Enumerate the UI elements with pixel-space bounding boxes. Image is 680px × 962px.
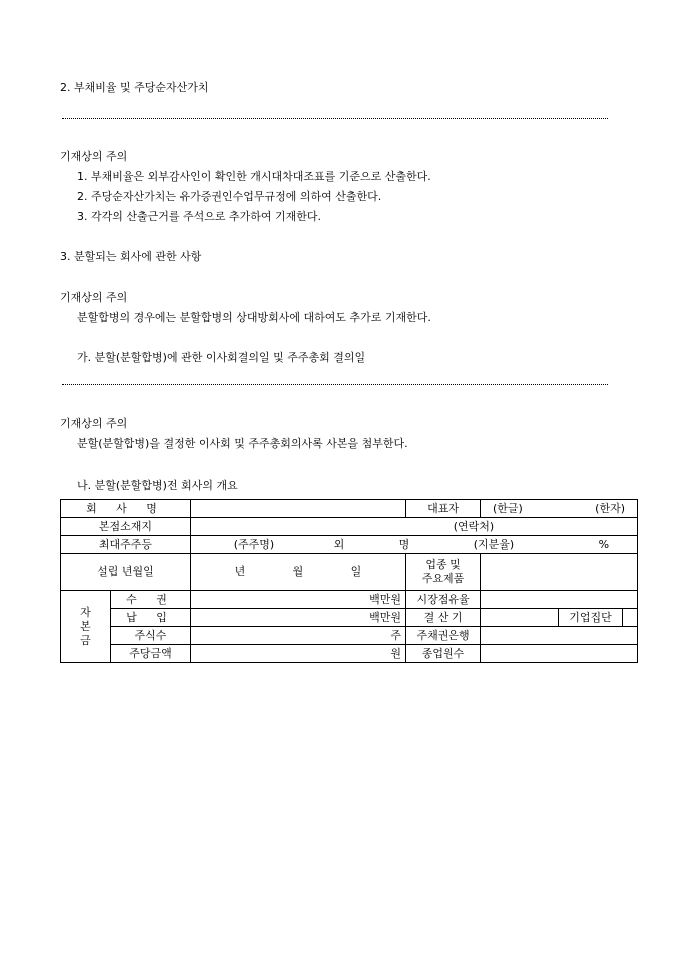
value-fiscal-period xyxy=(481,609,559,627)
sub-a-note: 분할(분할합병)을 결정한 이사회 및 주주총회의사록 사본을 첨부한다. xyxy=(77,437,408,450)
unit-million-paid-in: 백만원 xyxy=(191,609,406,627)
contact-label: (연락처) xyxy=(453,519,495,533)
value-business xyxy=(481,554,638,591)
value-company-name xyxy=(191,500,406,518)
value-ceo xyxy=(481,500,638,518)
share-ratio-label: (지분율) xyxy=(473,537,515,551)
ceo-hangul: (한글) xyxy=(493,501,523,515)
label-shares-count: 주식수 xyxy=(111,627,191,645)
oe-label: 외 xyxy=(333,537,345,551)
value-main-bank xyxy=(481,627,638,645)
day-label: 일 xyxy=(350,565,362,578)
label-company-name: 회 사 명 xyxy=(61,500,191,518)
section2-note-1: 1. 부채비율은 외부감사인이 확인한 개시대차대조표를 기준으로 산출한다. xyxy=(77,170,431,183)
section3-title: 3. 분할되는 회사에 관한 사항 xyxy=(60,250,202,263)
dotted-fill-line xyxy=(62,118,608,119)
label-major-shareholder: 최대주주등 xyxy=(61,536,191,554)
label-market-share: 시장점유율 xyxy=(406,591,481,609)
myeong-label: 명 xyxy=(398,537,410,551)
unit-million-authorized: 백만원 xyxy=(191,591,406,609)
label-fiscal-period: 결 산 기 xyxy=(406,609,481,627)
value-business-group xyxy=(623,609,638,627)
label-ceo: 대표자 xyxy=(406,500,481,518)
sub-b-title: 나. 분할(분할합병)전 회사의 개요 xyxy=(77,479,238,492)
sub-a-notes-title: 기재상의 주의 xyxy=(60,417,128,430)
value-established xyxy=(191,554,406,591)
label-par-value: 주당금액 xyxy=(111,645,191,663)
section2-title: 2. 부채비율 및 주당순자산가치 xyxy=(60,81,209,94)
value-employees xyxy=(481,645,638,663)
month-label: 월 xyxy=(292,565,304,578)
company-overview-table xyxy=(60,499,638,663)
label-employees: 종업원수 xyxy=(406,645,481,663)
shareholder-name-label: (주주명) xyxy=(233,537,275,551)
label-paid-in: 납 입 xyxy=(111,609,191,627)
label-authorized: 수 권 xyxy=(111,591,191,609)
label-business xyxy=(406,554,481,591)
section3-notes-title: 기재상의 주의 xyxy=(60,291,128,304)
unit-won: 원 xyxy=(191,645,406,663)
value-head-office xyxy=(191,518,638,536)
dotted-fill-line xyxy=(62,384,608,385)
section3-note: 분할합병의 경우에는 분할합병의 상대방회사에 대하여도 추가로 기재한다. xyxy=(77,311,431,324)
percent-label: % xyxy=(598,537,610,551)
business-line-2: 주요제품 xyxy=(421,572,465,585)
unit-ju: 주 xyxy=(191,627,406,645)
sub-a-title: 가. 분할(분할합병)에 관한 이사회결의일 및 주주총회 결의일 xyxy=(77,351,366,364)
value-major-shareholder xyxy=(191,536,638,554)
label-business-group: 기업집단 xyxy=(559,609,623,627)
label-main-bank: 주채권은행 xyxy=(406,627,481,645)
section2-note-2: 2. 주당순자산가치는 유가증권인수업무규정에 의하여 산출한다. xyxy=(77,190,382,203)
business-line-1: 업종 및 xyxy=(425,558,461,571)
section2-note-3: 3. 각각의 산출근거를 주석으로 추가하여 기재한다. xyxy=(77,210,321,223)
ceo-hanja: (한자) xyxy=(595,501,626,515)
year-label: 년 xyxy=(234,565,246,578)
label-capital: 자 본 금 xyxy=(61,591,111,663)
label-head-office: 본점소재지 xyxy=(61,518,191,536)
label-established: 설립 년월일 xyxy=(61,554,191,591)
section2-notes-title: 기재상의 주의 xyxy=(60,150,128,163)
value-market-share xyxy=(481,591,638,609)
